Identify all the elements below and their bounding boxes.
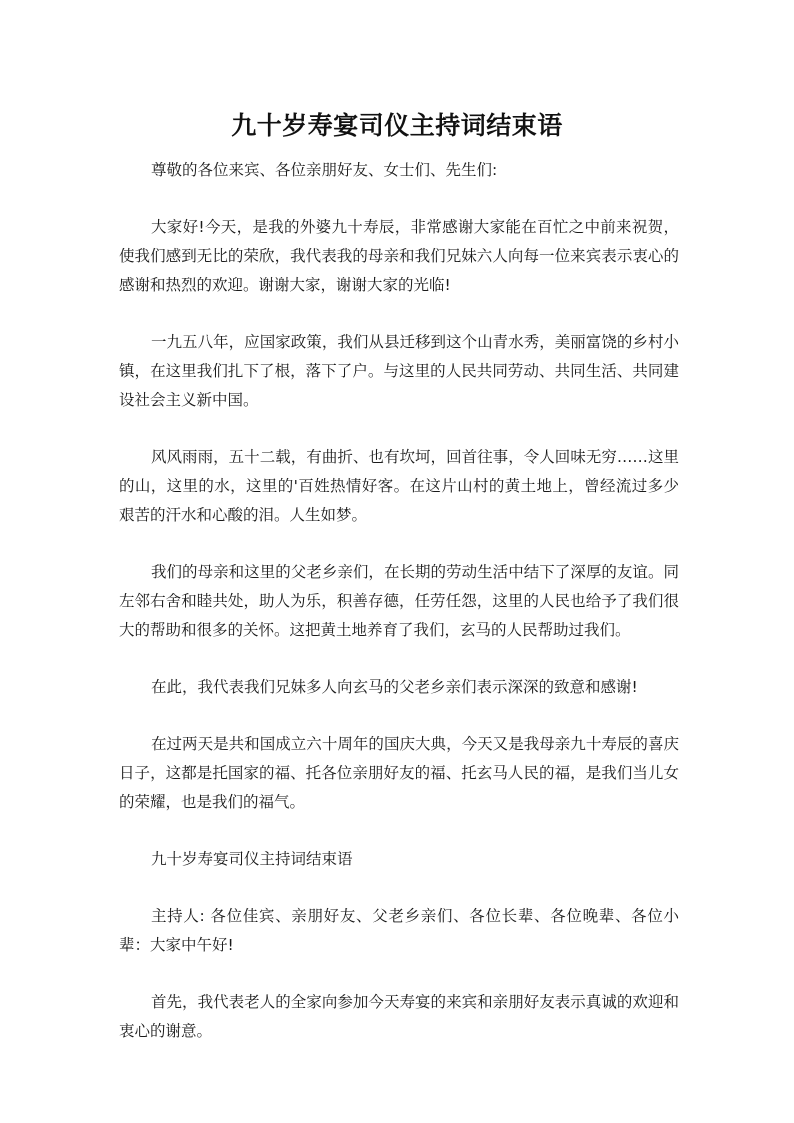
page-title: 九十岁寿宴司仪主持词结束语	[231, 111, 563, 140]
document-body	[119, 156, 679, 1074]
section-heading: 九十岁寿宴司仪主持词结束语	[151, 850, 353, 868]
body-paragraph: 一九五八年，应国家政策，我们从县迁移到这个山青水秀，美丽富饶的乡村小镇，在这里我们扎下了根，落下了户。与这里的人民共同劳动、共同生活、共同建设社会主义新中国。	[119, 333, 679, 409]
salutation-paragraph: 尊敬的各位来宾、各位亲朋好友、女士们、先生们:	[151, 161, 498, 179]
body-paragraph: 主持人: 各位佳宾、亲朋好友、父老乡亲们、各位长辈、各位晚辈、各位小辈：大家中午好!	[119, 907, 679, 954]
body-paragraph: 风风雨雨，五十二载，有曲折、也有坎坷，回首往事，令人回味无穷……这里的山，这里的水，这里的'百姓热情好客。在这片山村的黄土地上，曾经流过多少艰苦的汗水和心酸的泪。人生如梦。	[119, 448, 679, 524]
body-paragraph: 大家好!今天，是我的外婆九十寿辰，非常感谢大家能在百忙之中前来祝贺，使我们感到无比的荣欣，我代表我的母亲和我们兄妹六人向每一位来宾表示衷心的感谢和热烈的欢迎。谢谢大家，谢谢大家的光临!	[119, 218, 679, 294]
body-paragraph: 我们的母亲和这里的父老乡亲们，在长期的劳动生活中结下了深厚的友谊。同左邻右舍和睦共处，助人为乐，积善存德，任劳任怨，这里的人民也给予了我们很大的帮助和很多的关怀。这把黄土地养育了我们，玄马的人民帮助过我们。	[119, 563, 679, 639]
body-paragraph: 在此，我代表我们兄妹多人向玄马的父老乡亲们表示深深的致意和感谢!	[151, 678, 638, 696]
body-paragraph: 首先，我代表老人的全家向参加今天寿宴的来宾和亲朋好友表示真诚的欢迎和衷心的谢意。	[119, 993, 679, 1040]
body-paragraph: 在过两天是共和国成立六十周年的国庆大典，今天又是我母亲九十寿辰的喜庆日子，这都是托国家的福、托各位亲朋好友的福、托玄马人民的福，是我们当儿女的荣耀，也是我们的福气。	[119, 735, 679, 811]
